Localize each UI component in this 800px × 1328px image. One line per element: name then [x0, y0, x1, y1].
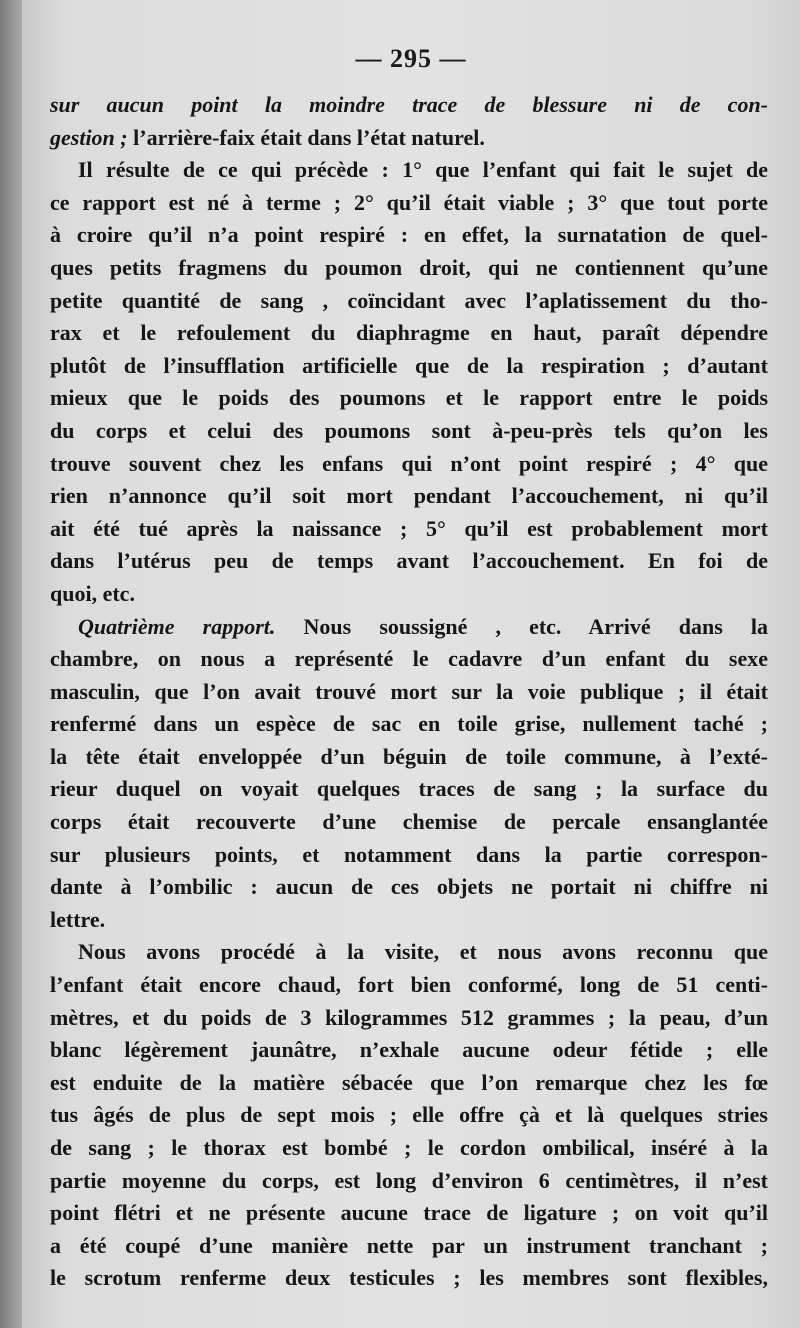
text-line [50, 741, 768, 774]
text-run: la tête était enveloppée d’un béguin de toile commune, à l’exté- [50, 743, 768, 769]
text-line [50, 545, 768, 578]
text-run: dans l’utérus peu de temps avant l’accouchement. En foi de [50, 548, 768, 574]
text-line [50, 285, 768, 318]
body-text [50, 89, 768, 1295]
text-run: tus âgés de plus de sept mois ; elle offre çà et là quelques stries [50, 1102, 768, 1128]
text-line [50, 382, 768, 415]
text-line [50, 350, 768, 383]
text-run: a été coupé d’une manière nette par un instrument tranchant ; [50, 1232, 768, 1258]
text-line [50, 122, 768, 155]
text-line [50, 1099, 768, 1132]
text-line [50, 513, 768, 546]
text-run: ques petits fragmens du poumon droit, qui ne contiennent qu’une [50, 254, 768, 280]
book-page [22, 0, 800, 1328]
text-line [50, 676, 768, 709]
text-line [50, 154, 768, 187]
text-line [50, 1034, 768, 1067]
text-run: ce rapport est né à terme ; 2° qu’il était viable ; 3° que tout porte [50, 189, 768, 215]
text-line [50, 806, 768, 839]
text-run: corps était recouverte d’une chemise de percale ensanglantée [50, 809, 768, 835]
text-line [50, 415, 768, 448]
text-run: rax et le refoulement du diaphragme en haut, paraît dépendre [50, 320, 768, 346]
text-line [50, 448, 768, 481]
text-line [50, 219, 768, 252]
italic-text: gestion ; [50, 124, 128, 150]
text-line [50, 1262, 768, 1295]
text-run: rien n’annonce qu’il soit mort pendant l’accouchement, ni qu’il [50, 483, 768, 509]
text-run: renfermé dans un espèce de sac en toile grise, nullement taché ; [50, 711, 768, 737]
text-line [50, 643, 768, 676]
text-line [50, 611, 768, 644]
text-run: chambre, on nous a représenté le cadavre d’un enfant du sexe [50, 646, 768, 672]
text-run: Nous avons procédé à la visite, et nous avons reconnu que [78, 939, 768, 965]
text-line [50, 1067, 768, 1100]
text-run: ait été tué après la naissance ; 5° qu’il est probablement mort [50, 515, 768, 541]
text-run: est enduite de la matière sébacée que l’on remarque chez les fœ [50, 1069, 768, 1095]
text-line [50, 839, 768, 872]
text-run: le scrotum renferme deux testicules ; les membres sont flexibles, [50, 1265, 768, 1291]
text-line [50, 773, 768, 806]
text-run: rieur duquel on voyait quelques traces de sang ; la surface du [50, 776, 768, 802]
text-line [50, 1002, 768, 1035]
text-run: blanc légèrement jaunâtre, n’exhale aucune odeur fétide ; elle [50, 1037, 768, 1063]
text-line [50, 871, 768, 904]
text-line [50, 89, 768, 122]
text-run: masculin, que l’on avait trouvé mort sur la voie publique ; il était [50, 678, 768, 704]
text-line [50, 252, 768, 285]
text-line [50, 187, 768, 220]
text-run: trouve souvent chez les enfans qui n’ont point respiré ; 4° que [50, 450, 768, 476]
italic-text: Quatrième rapport. [78, 613, 276, 639]
text-run: sur plusieurs points, et notamment dans la partie correspon- [50, 841, 768, 867]
text-run: dante à l’ombilic : aucun de ces objets ne portait ni chiffre ni [50, 874, 768, 900]
text-run: partie moyenne du corps, est long d’environ 6 centimètres, il n’est [50, 1167, 768, 1193]
text-run: mètres, et du poids de 3 kilogrammes 512 grammes ; la peau, d’un [50, 1004, 768, 1030]
text-line [50, 1197, 768, 1230]
text-line [50, 1165, 768, 1198]
text-run: Nous soussigné , etc. Arrivé dans la [275, 613, 768, 639]
text-run: de sang ; le thorax est bombé ; le cordon ombilical, inséré à la [50, 1135, 768, 1160]
text-run: l’enfant était encore chaud, fort bien conformé, long de 51 centi- [50, 972, 768, 998]
text-run: point flétri et ne présente aucune trace de ligature ; on voit qu’il [50, 1200, 768, 1226]
italic-text: sur aucun point la moindre trace de blessure ni de con- [50, 92, 768, 117]
text-run: petite quantité de sang , coïncidant avec l’aplatissement du tho- [50, 287, 768, 313]
text-line [50, 480, 768, 513]
text-run: à croire qu’il n’a point respiré : en effet, la surnatation de quel- [50, 222, 768, 248]
text-run: mieux que le poids des poumons et le rapport entre le poids [50, 385, 768, 411]
text-run: l’arrière-faix était dans l’état naturel. [127, 124, 485, 150]
page-edge-shadow [0, 0, 22, 1328]
text-line [50, 1230, 768, 1263]
page-number: — 295 — [355, 44, 467, 73]
text-run: Il résulte de ce qui précède : 1° que l’enfant qui fait le sujet de [78, 157, 768, 183]
text-line [50, 578, 768, 611]
text-line [50, 969, 768, 1002]
text-line [50, 1132, 768, 1165]
text-run: plutôt de l’insufflation artificielle que de la respiration ; d’autant [50, 352, 768, 378]
text-run: quoi, etc. [50, 580, 135, 606]
text-line [50, 936, 768, 969]
text-run: du corps et celui des poumons sont à-peu-près tels qu’on les [50, 417, 768, 443]
text-line [50, 317, 768, 350]
text-run: lettre. [50, 906, 106, 932]
text-line [50, 708, 768, 741]
text-line [50, 904, 768, 937]
